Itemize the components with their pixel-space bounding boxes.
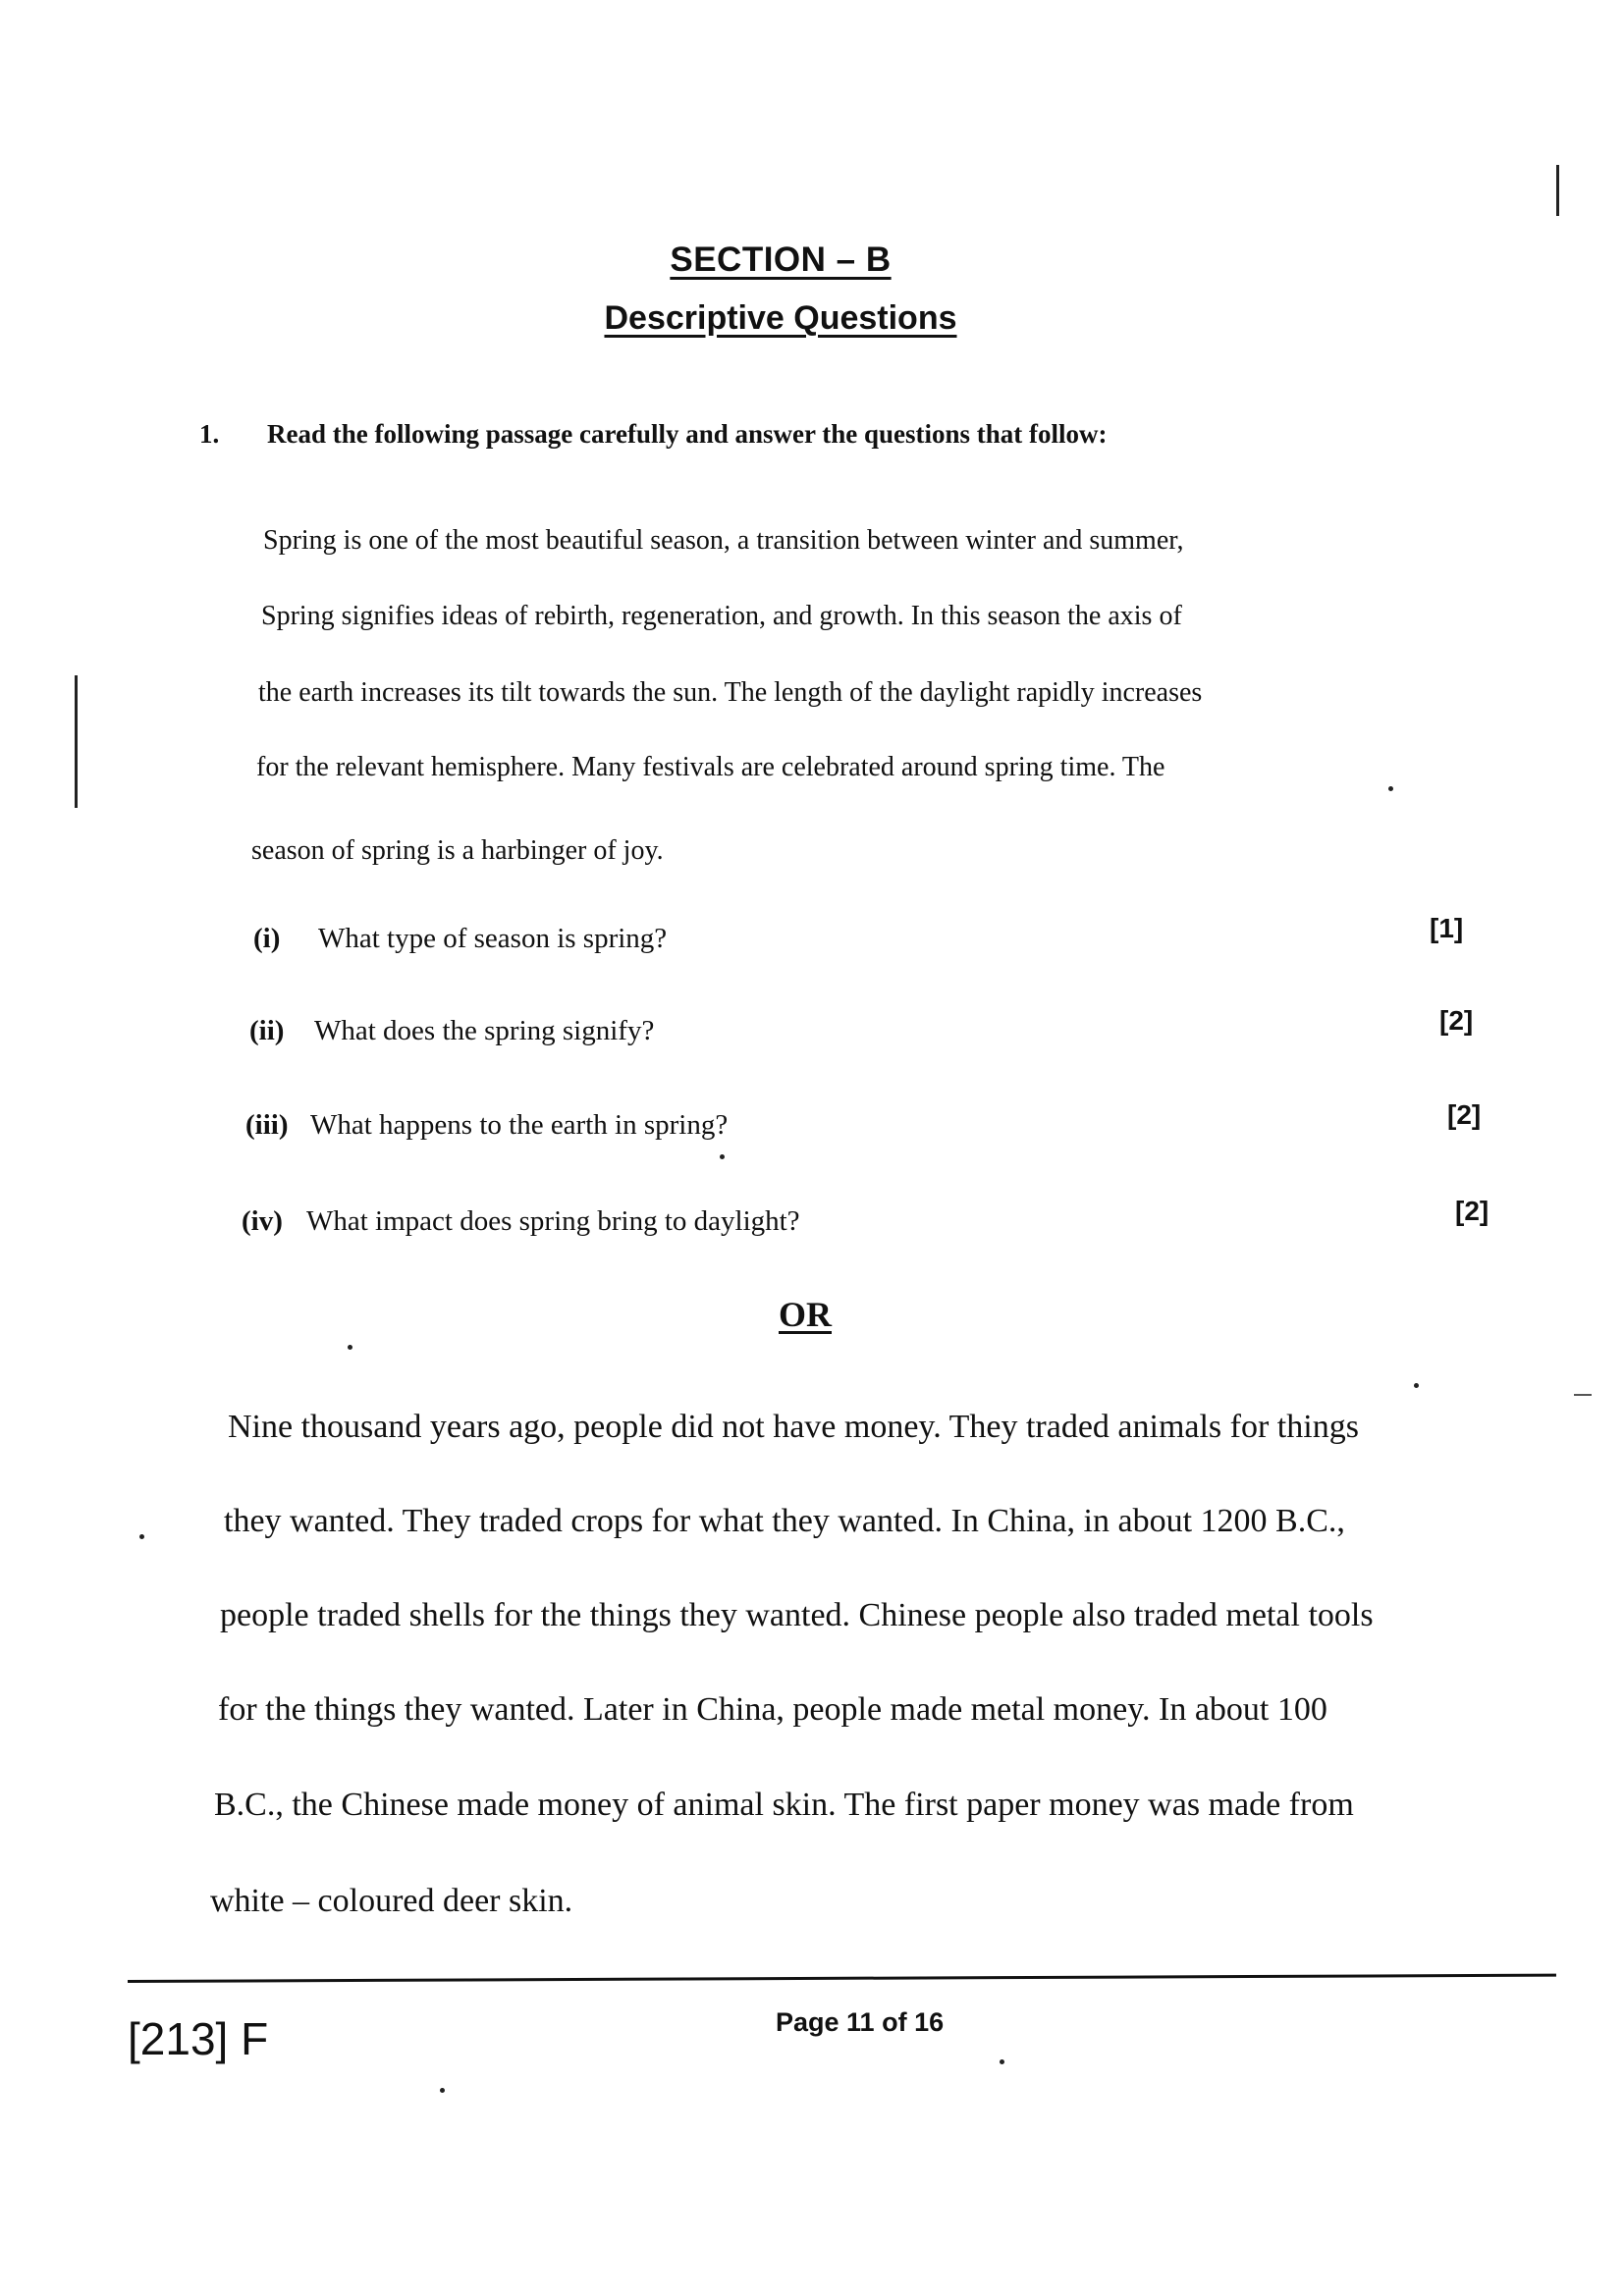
section-title: SECTION – B <box>670 240 892 279</box>
or-divider-label: OR <box>779 1295 832 1334</box>
scan-speck <box>348 1345 352 1350</box>
marks-label: [2] <box>1447 1099 1482 1130</box>
marks-label: [2] <box>1455 1196 1489 1226</box>
scan-speck <box>440 2088 445 2093</box>
question-number: 1. <box>199 419 220 449</box>
passage-line: they wanted. They traded crops for what they wanted. In China, in about 1200 B.C., <box>224 1503 1345 1539</box>
scan-mark <box>1556 165 1559 216</box>
sub-question-number: (ii) <box>249 1015 285 1046</box>
marks-label: [2] <box>1439 1005 1474 1036</box>
passage-line: Spring signifies ideas of rebirth, regeneration, and growth. In this season the axis of <box>261 601 1182 631</box>
footer-rule <box>128 1974 1556 1983</box>
sub-question-text: What impact does spring bring to daylight? <box>306 1205 800 1237</box>
passage-line: for the things they wanted. Later in China, people made metal money. In about 100 <box>218 1691 1327 1728</box>
sub-question <box>249 1015 654 1047</box>
scan-speck <box>1388 786 1393 791</box>
passage-line: people traded shells for the things they wanted. Chinese people also traded metal tools <box>220 1597 1374 1633</box>
passage-line: the earth increases its tilt towards the sun. The length of the daylight rapidly increases <box>258 677 1203 708</box>
marks-label: [1] <box>1430 913 1464 943</box>
sub-question <box>253 923 667 955</box>
scan-mark <box>75 675 78 808</box>
passage-line: B.C., the Chinese made money of animal skin. The first paper money was made from <box>214 1787 1354 1823</box>
passage-line: for the relevant hemisphere. Many festivals are celebrated around spring time. The <box>256 752 1165 782</box>
passage-line: season of spring is a harbinger of joy. <box>251 835 664 866</box>
passage-line: white – coloured deer skin. <box>210 1883 573 1919</box>
sub-question-number: (iv) <box>242 1205 283 1237</box>
sub-question <box>242 1205 800 1238</box>
sub-question-text: What happens to the earth in spring? <box>310 1109 729 1141</box>
question-instruction: Read the following passage carefully and answer the questions that follow: <box>267 419 1108 449</box>
sub-question-text: What type of season is spring? <box>318 923 668 954</box>
scan-speck <box>139 1534 144 1539</box>
scan-mark <box>1574 1394 1592 1396</box>
scan-speck <box>720 1154 725 1159</box>
section-subtitle: Descriptive Questions <box>604 299 957 337</box>
scan-speck <box>1414 1383 1419 1388</box>
scan-speck <box>1000 2059 1004 2064</box>
page-number: Page 11 of 16 <box>776 2007 945 2037</box>
sub-question-text: What does the spring signify? <box>314 1015 655 1046</box>
passage-line: Spring is one of the most beautiful season, a transition between winter and summer, <box>263 525 1184 556</box>
sub-question-number: (i) <box>253 923 281 954</box>
sub-question <box>245 1109 728 1142</box>
sub-question-number: (iii) <box>245 1109 289 1141</box>
passage-line: Nine thousand years ago, people did not have money. They traded animals for things <box>228 1409 1359 1445</box>
paper-code: [213] F <box>128 2013 269 2064</box>
